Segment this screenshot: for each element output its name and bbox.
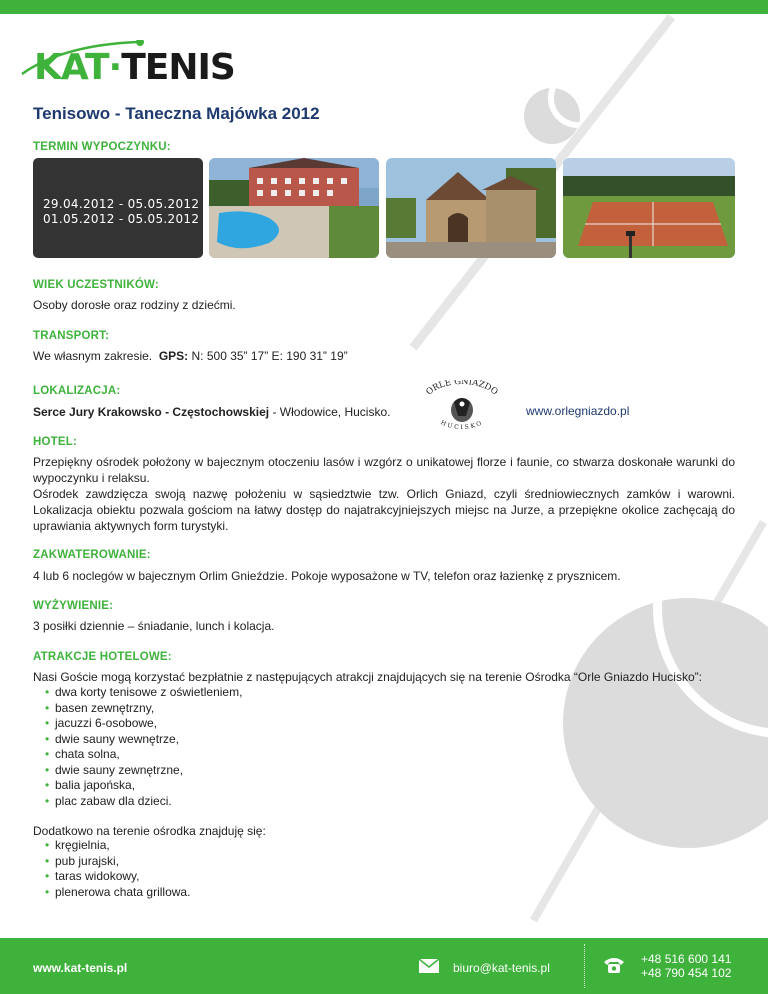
zakwaterowanie-label: ZAKWATEROWANIE: [33, 549, 151, 561]
list-item: • basen zewnętrzny, [45, 701, 242, 717]
atrakcje-label: ATRAKCJE HOTELOWE: [33, 651, 172, 663]
hotel-paragraph-2: Ośrodek zawdzięcza swoją nazwę położeniu w sąsiedztwie tzw. Orlich Gniazd, czyli średniowiecznych zamków i warowni. Lokalizacja obiektu pozwala gościom na łatwy dostęp do najatrakcyjniejszych miejsc na Jurze, a przepiękne okolice zachęcają do uprawiania aktywnych form turystyki. [33, 487, 735, 533]
list-item: • kręgielnia, [45, 838, 190, 854]
list-item: • jacuzzi 6-osobowe, [45, 716, 242, 732]
dodatkowo-intro: Dodatkowo na terenie ośrodka znajduję się: [33, 824, 266, 838]
list-item: • pub jurajski, [45, 854, 190, 870]
transport-text [33, 348, 348, 364]
tennis-courts-photo [563, 158, 735, 258]
dates-box [33, 158, 203, 258]
hotel-paragraph-1: Przepiękny ośrodek położony w bajecznym otoczeniu lasów i wzgórz o unikatowej florze i faunie, co stwarza doskonałe warunki do wypoczynku i relaksu. [33, 455, 735, 485]
footer-website-link[interactable]: www.kat-tenis.pl [33, 961, 128, 975]
zakwaterowanie-text: 4 lub 6 noclegów w bajecznym Orlim Gnieździe. Pokoje wyposażone w TV, telefon oraz łazienkę z prysznicem. [33, 569, 621, 583]
gps-value: N: 500 35” 17” E: 190 31” 19” [191, 349, 348, 363]
footer-divider [584, 944, 585, 988]
transport-mode: We własnym zakresie. [33, 349, 153, 363]
termin-label: TERMIN WYPOCZYNKU: [33, 141, 171, 153]
org-logo-top-text: ORLE GNIAZDO [424, 380, 500, 398]
wiek-label: WIEK UCZESTNIKÓW: [33, 279, 159, 291]
gps-label: GPS: [158, 349, 189, 363]
orle-gniazdo-logo [418, 380, 506, 438]
list-item: • balia japońska, [45, 778, 242, 794]
wiek-text: Osoby dorosłe oraz rodziny z dziećmi. [33, 298, 236, 312]
phone-icon [602, 956, 626, 974]
list-item: • chata solna, [45, 747, 242, 763]
list-item: • dwie sauny zewnętrzne, [45, 763, 242, 779]
list-item: • plenerowa chata grillowa. [45, 885, 190, 901]
wyzywienie-text: 3 posiłki dziennie – śniadanie, lunch i kolacja. [33, 619, 275, 633]
date-range-2: 01.05.2012 - 05.05.2012 [43, 212, 200, 226]
footer-phones [641, 952, 731, 980]
list-item: • dwa korty tenisowe z oświetleniem, [45, 685, 242, 701]
lokalizacja-label: LOKALIZACJA: [33, 385, 121, 397]
lokalizacja-place: - Włodowice, Hucisko. [269, 405, 391, 419]
page-title: Tenisowo - Taneczna Majówka 2012 [33, 104, 320, 123]
logo-kat: KAT [34, 47, 109, 88]
tennis-ball-decoration [524, 88, 580, 144]
list-item: • dwie sauny wewnętrze, [45, 732, 242, 748]
svg-text:ORLE GNIAZDO [424, 380, 499, 397]
hotel-pool-photo [209, 158, 379, 258]
atrakcje-intro: Nasi Goście mogą korzystać bezpłatnie z następujących atrakcji znajdujących się na terenie Ośrodka “Orle Gniazdo Hucisko”: [33, 670, 702, 684]
list-item: • taras widokowy, [45, 869, 190, 885]
footer-email-link[interactable]: biuro@kat-tenis.pl [453, 961, 550, 975]
phone-number-2[interactable]: +48 790 454 102 [641, 966, 732, 980]
orle-gniazdo-link[interactable]: www.orlegniazdo.pl [526, 404, 630, 418]
top-accent-bar [0, 0, 768, 14]
transport-label: TRANSPORT: [33, 330, 110, 342]
atrakcje-list [45, 685, 242, 809]
stone-building-photo [386, 158, 556, 258]
kat-tenis-logo [20, 40, 235, 92]
dodatkowo-list [45, 838, 190, 900]
phone-number-1[interactable]: +48 516 600 141 [641, 952, 732, 966]
lokalizacja-text [33, 404, 390, 420]
logo-wordmark [34, 48, 235, 88]
lokalizacja-region: Serce Jury Krakowsko - Częstochowskiej [33, 405, 270, 419]
logo-dot: · [108, 47, 122, 88]
hotel-label: HOTEL: [33, 436, 77, 448]
logo-tenis: TENIS [121, 47, 235, 88]
date-range-1: 29.04.2012 - 05.05.2012 [43, 197, 200, 211]
list-item: • plac zabaw dla dzieci. [45, 794, 242, 810]
org-logo-bottom-text: HUCISKO [439, 419, 485, 432]
mail-icon [419, 959, 439, 973]
wyzywienie-label: WYŻYWIENIE: [33, 600, 114, 612]
footer [0, 938, 768, 994]
